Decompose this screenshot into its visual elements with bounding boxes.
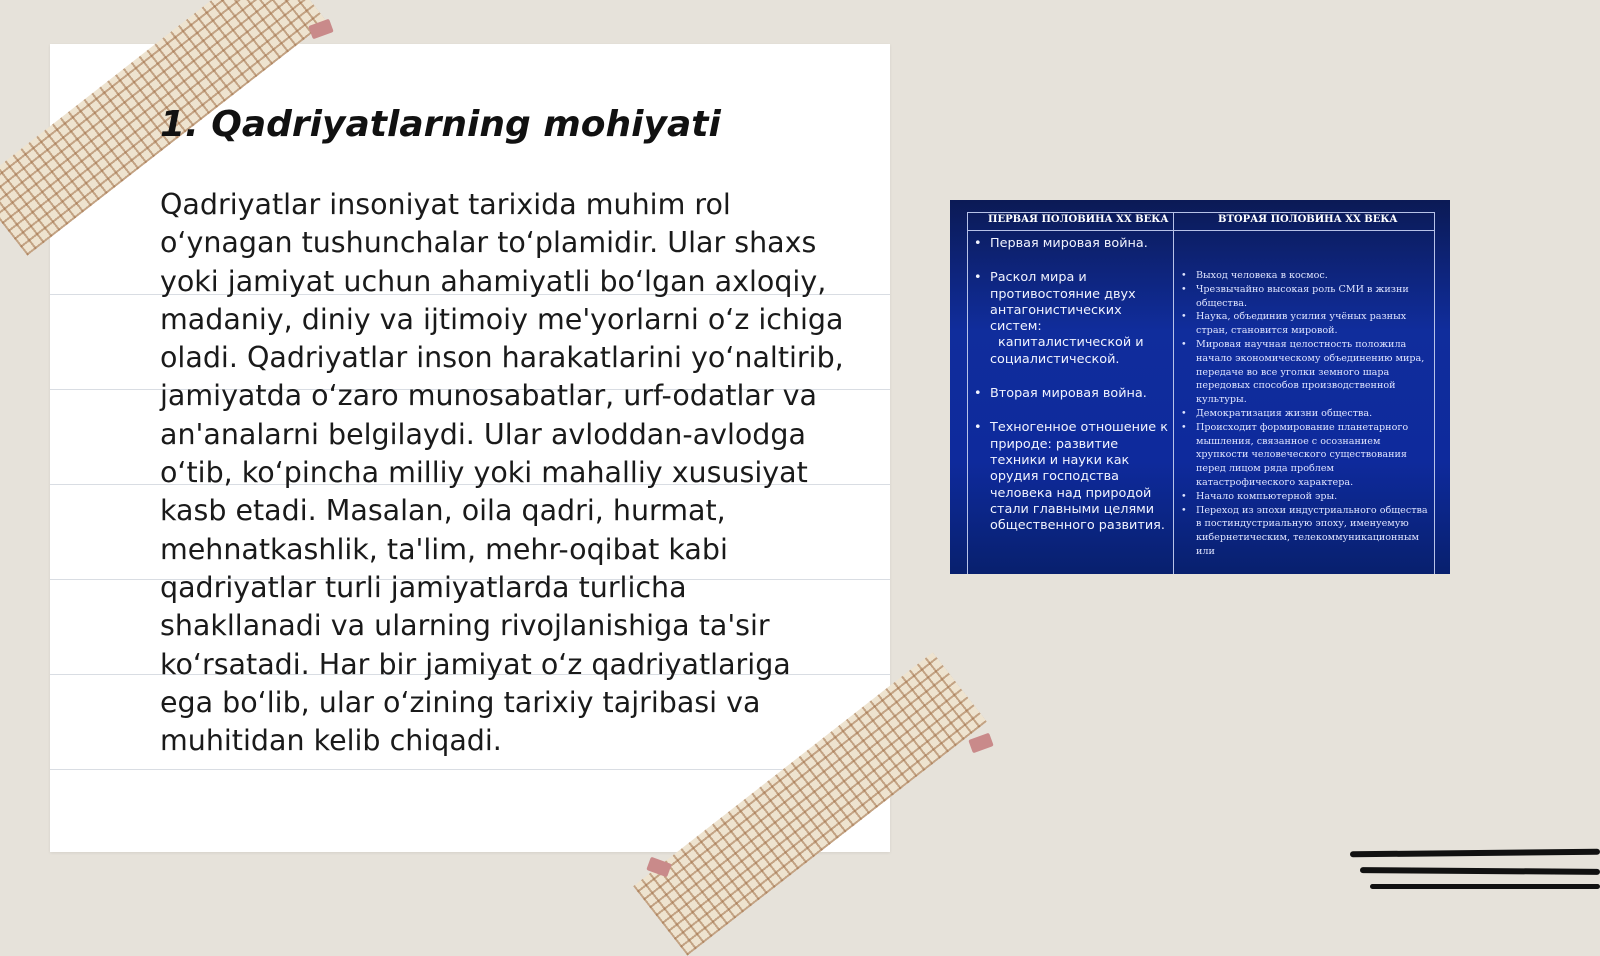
table-left-item: • Вторая мировая война. <box>972 386 1172 402</box>
ruled-line <box>50 769 890 770</box>
slide-body-text: Qadriyatlar insoniyat tarixida muhim rol o‘ynagan tushunchalar to‘plamidir. Ular shaxs yoki jamiyat uchun ahamiyatli bo‘lgan axloqiy, madaniy, diniy va ijtimoiy me'yorlarni o‘z ichiga oladi. Qadriyatlar inson harakatlarini yo‘naltirib, jamiyatda o‘zaro munosabatlar, urf-odatlar va an'analarni belgilaydi. Ular avloddan-avlodga o‘tib, ko‘pincha milliy yoki mahalliy xususiyat kasb etadi. Masalan, oila qadri, hurmat, mehnatkashlik, ta'lim, mehr-oqibat kabi qadriyatlar turli jamiyatlarda turlicha shakllanadi va ularning rivojlanishiga ta'sir ko‘rsatadi. Har bir jamiyat o‘z qadriyatlariga ega bo‘lib, ular o‘zining tarixiy tajribasi va muhitidan kelib chiqadi. <box>160 188 844 758</box>
table-border-right <box>1434 230 1435 574</box>
table-divider <box>1173 212 1174 574</box>
table-right-item: • Происходит формирование планетарного мышления, связанное с осознанием хрупкости человеческого существования перед лицом ряда проблем катастрофического характера. <box>1178 421 1434 490</box>
table-left-item: • Первая мировая война. <box>972 236 1172 252</box>
table-right-item: • Выход человека в космос. <box>1178 269 1434 283</box>
table-left-item-text: Раскол мира и противостояние двух антагонистических систем: <box>990 270 1136 335</box>
table-left-item <box>972 270 1172 368</box>
table-right-item: • Переход из эпохи индустриального общества <box>1178 504 1434 518</box>
table-left-subitem: капиталистической и социалистической. <box>990 335 1144 367</box>
table-header <box>967 212 1435 231</box>
table-border-left <box>967 230 968 574</box>
table-right-item: • Наука, объединив усилия учёных разных стран, становится мировой. <box>1178 310 1434 338</box>
decorative-stroke <box>1370 884 1600 889</box>
table-left-item: • Техногенное отношение к природе: развитие техники и науки как орудия господства человека над природой стали главными целями общественного развития. <box>972 420 1172 534</box>
table-header-left: ПЕРВАЯ ПОЛОВИНА XX ВЕКА <box>988 214 1169 225</box>
decorative-stroke <box>1350 849 1600 858</box>
table-right-column <box>1178 269 1434 559</box>
table-right-item: • Мировая научная целостность положила начало экономическому объединению мира, передаче во все уголки земного шара передовых способов производственной культуры. <box>1178 338 1434 407</box>
decorative-stroke <box>1360 867 1600 875</box>
table-right-item: • Начало компьютерной эры. <box>1178 490 1434 504</box>
table-right-item: в постиндустриальную эпоху, именуемую кибернетическим, телекоммуникационным или <box>1196 518 1419 557</box>
table-header-right: ВТОРАЯ ПОЛОВИНА XX ВЕКА <box>1218 214 1398 225</box>
table-right-item: • Демократизация жизни общества. <box>1178 407 1434 421</box>
table-right-item: • Чрезвычайно высокая роль СМИ в жизни общества. <box>1178 283 1434 311</box>
tape-corner <box>968 733 993 754</box>
slide-title: 1. Qadriyatlarning mohiyati <box>160 104 721 145</box>
comparison-table-image <box>950 200 1450 574</box>
table-left-column <box>972 236 1172 552</box>
